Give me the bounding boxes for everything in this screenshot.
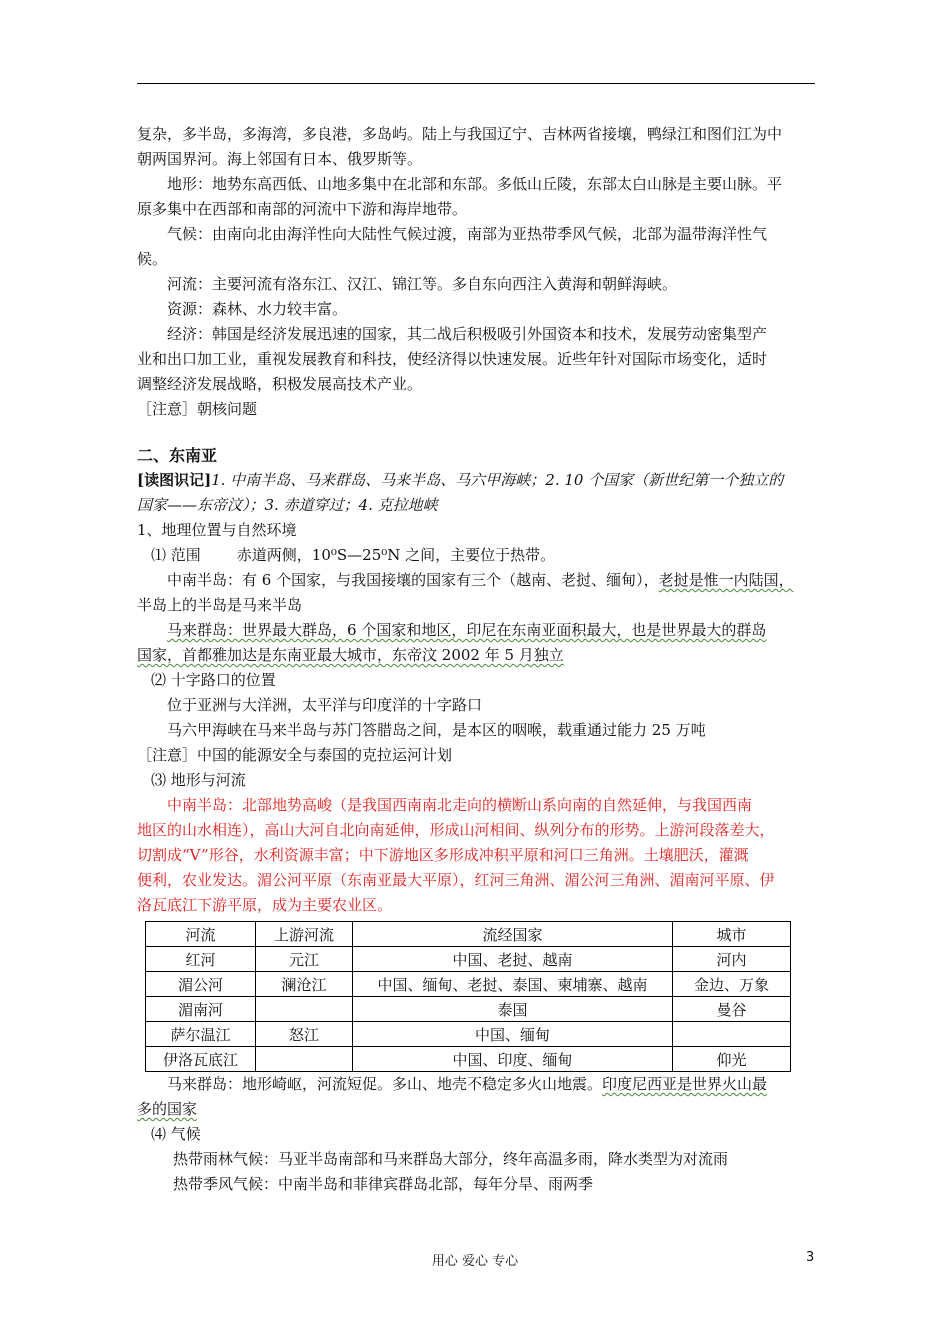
table-row bbox=[146, 972, 791, 997]
map-memo-label: [读图识记] bbox=[137, 471, 212, 489]
korea-line: 调整经济发展战略，积极发展高技术产业。 bbox=[137, 375, 423, 393]
red-paragraph-line: 便利，农业发达。湄公河平原（东南亚最大平原），红河三角洲、湄公河三角洲、湄南河平原、伊 bbox=[137, 871, 775, 889]
red-paragraph-line: 中南半岛：北部地势高峻（是我国西南南北走向的横断山系向南的自然延伸，与我国西南 bbox=[167, 796, 753, 814]
table-cell: 泰国 bbox=[353, 997, 673, 1022]
table-row bbox=[146, 947, 791, 972]
korea-line: 朝两国界河。海上邻国有日本、俄罗斯等。 bbox=[137, 150, 423, 168]
table-cell bbox=[673, 1022, 791, 1047]
table-cell: 湄南河 bbox=[146, 997, 256, 1022]
climate-title: ⑷ 气候 bbox=[151, 1125, 201, 1143]
table-cell: 红河 bbox=[146, 947, 256, 972]
table-header: 上游河流 bbox=[256, 922, 353, 947]
header-rule bbox=[137, 83, 815, 84]
korea-terrain: 地形：地势东高西低、山地多集中在北部和东部。多低山丘陵，东部太白山脉是主要山脉。平 bbox=[167, 175, 783, 193]
table-cell: 中国、印度、缅甸 bbox=[353, 1047, 673, 1072]
red-paragraph-line: 切割成“V”形谷，水利资源丰富；中下游地区多形成冲积平原和河口三角洲。土壤肥沃，灌溉 bbox=[137, 846, 749, 864]
page-number: 3 bbox=[806, 1250, 815, 1265]
malay-archipelago-line: 马来群岛：世界最大群岛，6 个国家和地区，印尼在东南亚面积最大，也是世界最大的群岛 bbox=[167, 621, 767, 639]
indochina-text: 中南半岛：有 6 个国家，与我国接壤的国家有三个（越南、老挝、缅甸）， bbox=[167, 571, 659, 589]
korea-climate: 气候：由南向北由海洋性向大陆性气候过渡，南部为亚热带季风气候，北部为温带海洋性气 bbox=[167, 225, 768, 243]
indochina-line: 半岛上的半岛是马来半岛 bbox=[137, 596, 303, 614]
scope-label: ⑴ 范围 bbox=[151, 546, 201, 564]
malay-archipelago-line: 国家，首都雅加达是东南亚最大城市，东帝汶 2002 年 5 月独立 bbox=[137, 646, 564, 664]
table-cell: 伊洛瓦底江 bbox=[146, 1047, 256, 1072]
map-memo-text: 国家——东帝汶）；3. 赤道穿过；4. 克拉地峡 bbox=[137, 496, 438, 514]
korea-economy: 经济：韩国是经济发展迅速的国家，其二战后积极吸引外国资本和技术，发展劳动密集型产 bbox=[167, 325, 768, 343]
malacca-line: 马六甲海峡在马来半岛与苏门答腊岛之间，是本区的咽喉，载重通过能力 25 万吨 bbox=[167, 721, 706, 739]
rainforest-climate-line: 热带雨林气候：马亚半岛南部和马来群岛大部分，终年高温多雨，降水类型为对流雨 bbox=[173, 1150, 729, 1168]
malay-terrain-text: 马来群岛：地形崎岖，河流短促。多山、地壳不稳定多火山地震。 bbox=[167, 1075, 603, 1093]
korea-rivers: 河流：主要河流有洛东江、汉江、锦江等。多自东向西注入黄海和朝鲜海峡。 bbox=[167, 275, 678, 293]
table-cell: 河内 bbox=[673, 947, 791, 972]
table-cell: 中国、缅甸 bbox=[353, 1022, 673, 1047]
table-header: 流经国家 bbox=[353, 922, 673, 947]
table-row bbox=[146, 1022, 791, 1047]
table-row bbox=[146, 1047, 791, 1072]
scope-text: 赤道两侧，10⁰S—25⁰N 之间，主要位于热带。 bbox=[236, 546, 556, 564]
table-cell: 元江 bbox=[256, 947, 353, 972]
indochina-line bbox=[137, 568, 815, 593]
table-row bbox=[146, 997, 791, 1022]
table-header: 城市 bbox=[673, 922, 791, 947]
table-cell bbox=[256, 997, 353, 1022]
table-cell: 中国、老挝、越南 bbox=[353, 947, 673, 972]
korea-line: 原多集中在西部和南部的河流中下游和海岸地带。 bbox=[137, 200, 468, 218]
table-cell bbox=[256, 1047, 353, 1072]
scope-line bbox=[137, 543, 815, 568]
indonesia-highlight: 印度尼西亚是世界火山最 bbox=[602, 1075, 768, 1093]
red-paragraph-line: 洛瓦底江下游平原，成为主要农业区。 bbox=[137, 896, 393, 914]
monsoon-climate-line: 热带季风气候：中南半岛和菲律宾群岛北部，每年分旱、雨两季 bbox=[173, 1175, 594, 1193]
korea-line: 候。 bbox=[137, 250, 168, 268]
rivers-table bbox=[145, 921, 791, 1072]
korea-note: ［注意］朝核问题 bbox=[137, 400, 258, 418]
crossroads-line: 位于亚洲与大洋洲，太平洋与印度洋的十字路口 bbox=[167, 696, 483, 714]
energy-note: ［注意］中国的能源安全与泰国的克拉运河计划 bbox=[137, 746, 453, 764]
table-cell: 怒江 bbox=[256, 1022, 353, 1047]
map-memo bbox=[137, 468, 815, 493]
section-heading: 二、东南亚 bbox=[137, 446, 218, 465]
korea-line: 复杂，多半岛，多海湾，多良港，多岛屿。陆上与我国辽宁、吉林两省接壤，鸭绿江和图们江为中 bbox=[137, 125, 783, 143]
table-cell: 仰光 bbox=[673, 1047, 791, 1072]
table-cell: 中国、缅甸、老挝、泰国、柬埔寨、越南 bbox=[353, 972, 673, 997]
table-cell: 曼谷 bbox=[673, 997, 791, 1022]
indochina-highlight: 老挝是惟一内陆国， bbox=[658, 571, 794, 589]
table-cell: 金边、万象 bbox=[673, 972, 791, 997]
table-header: 河流 bbox=[146, 922, 256, 947]
table-header-row bbox=[146, 922, 791, 947]
table-cell: 湄公河 bbox=[146, 972, 256, 997]
korea-resources: 资源：森林、水力较丰富。 bbox=[167, 300, 348, 318]
crossroads-title: ⑵ 十字路口的位置 bbox=[151, 671, 276, 689]
table-cell: 萨尔温江 bbox=[146, 1022, 256, 1047]
malay-terrain-line: 多的国家 bbox=[137, 1100, 198, 1118]
page-content bbox=[137, 122, 815, 1197]
subsection-title: 1、地理位置与自然环境 bbox=[137, 521, 297, 539]
map-memo-text: 1. 中南半岛、马来群岛、马来半岛、马六甲海峡；2. 10 个国家（新世纪第一个独立的 bbox=[211, 471, 784, 489]
malay-terrain-line bbox=[137, 1072, 815, 1097]
page-footer: 用心 爱心 专心 bbox=[431, 1254, 519, 1269]
table-cell: 澜沧江 bbox=[256, 972, 353, 997]
korea-line: 业和出口加工业，重视发展教育和科技，使经济得以快速发展。近些年针对国际市场变化，适时 bbox=[137, 350, 768, 368]
terrain-rivers-title: ⑶ 地形与河流 bbox=[151, 771, 246, 789]
red-paragraph-line: 地区的山水相连），高山大河自北向南延伸，形成山河相间、纵列分布的形势。上游河段落差大， bbox=[137, 821, 775, 839]
